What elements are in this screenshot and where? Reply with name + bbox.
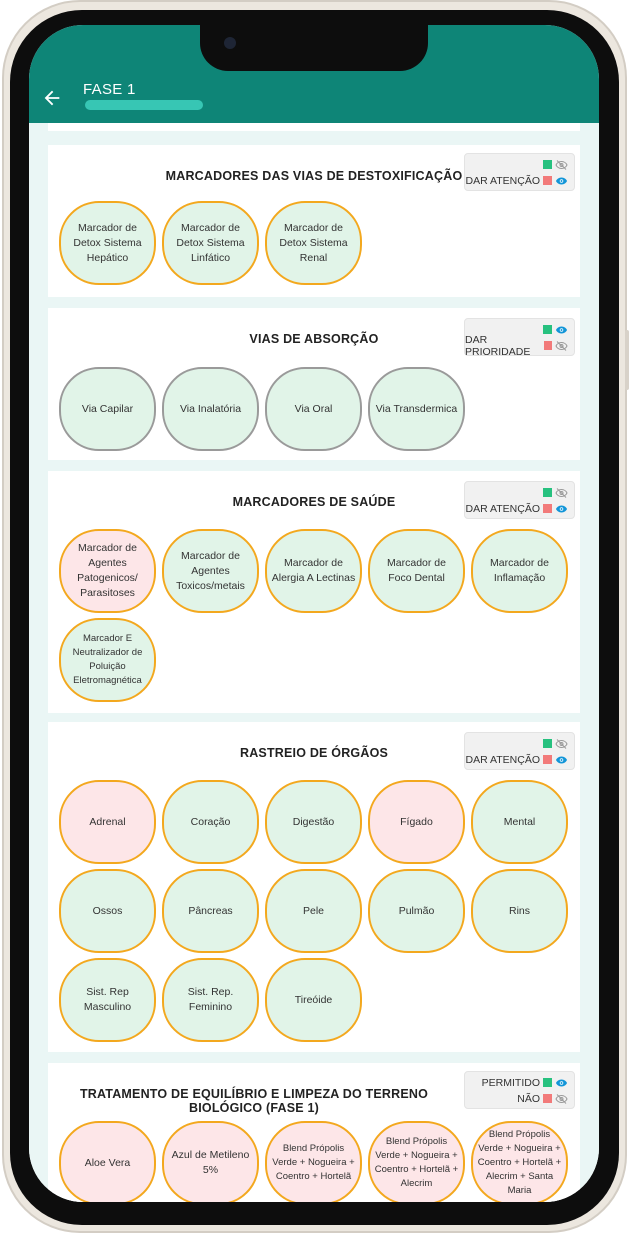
green-swatch: [543, 160, 552, 169]
green-swatch: [543, 488, 552, 497]
notch: [200, 25, 428, 71]
item-chip[interactable]: Rins: [471, 869, 568, 953]
eye-off-icon[interactable]: [555, 738, 568, 750]
item-chip[interactable]: Blend Própolis Verde + Nogueira + Coentro + Hortelã + Alecrim + Santa Maria: [471, 1121, 568, 1202]
item-chip[interactable]: Pulmão: [368, 869, 465, 953]
section-card: [48, 308, 580, 460]
legend-label: DAR ATENÇÃO: [465, 174, 540, 187]
red-swatch: [544, 341, 552, 350]
section-title: VIAS DE ABSORÇÃO: [249, 332, 379, 346]
section-title: RASTREIO DE ÓRGÃOS: [239, 746, 389, 760]
item-chip[interactable]: Adrenal: [59, 780, 156, 864]
red-swatch: [543, 504, 552, 513]
legend-box: [464, 318, 575, 356]
previous-card-edge: [48, 123, 580, 131]
back-arrow-icon[interactable]: [41, 87, 63, 109]
item-chip[interactable]: Via Transdermica: [368, 367, 465, 451]
item-chip[interactable]: Mental: [471, 780, 568, 864]
section-card: [48, 722, 580, 1052]
legend-box: [464, 732, 575, 770]
eye-icon[interactable]: [555, 1077, 568, 1089]
legend-box: [464, 153, 575, 191]
eye-icon[interactable]: [555, 175, 568, 187]
item-chip[interactable]: Blend Própolis Verde + Nogueira + Coentro + Hortelã: [265, 1121, 362, 1202]
red-swatch: [543, 1094, 552, 1103]
item-chip[interactable]: Marcador de Agentes Toxicos/metais: [162, 529, 259, 613]
section-title: MARCADORES DAS VIAS DE DESTOXIFICAÇÃO: [165, 169, 463, 183]
item-chip[interactable]: Pâncreas: [162, 869, 259, 953]
legend-row: [466, 173, 568, 188]
legend-row: [466, 752, 568, 767]
legend-row: [540, 322, 568, 337]
phone-screen: [29, 25, 599, 1202]
eye-icon[interactable]: [555, 503, 568, 515]
item-chip[interactable]: Marcador de Foco Dental: [368, 529, 465, 613]
eye-off-icon[interactable]: [555, 1093, 568, 1105]
legend-row: [540, 157, 568, 172]
legend-label: PERMITIDO: [481, 1076, 540, 1089]
legend-row: [517, 1091, 568, 1106]
page-title: FASE 1: [83, 81, 136, 98]
item-chip[interactable]: Sist. Rep Masculino: [59, 958, 156, 1042]
red-swatch: [543, 176, 552, 185]
eye-off-icon[interactable]: [555, 159, 568, 171]
item-chip[interactable]: Azul de Metileno 5%: [162, 1121, 259, 1202]
legend-row: [482, 1075, 568, 1090]
redacted-name-bar: [85, 100, 203, 110]
item-chip[interactable]: Digestão: [265, 780, 362, 864]
item-chip[interactable]: Tireóide: [265, 958, 362, 1042]
item-chip[interactable]: Marcador de Agentes Patogenicos/ Parasitoses: [59, 529, 156, 613]
item-chip[interactable]: Aloe Vera: [59, 1121, 156, 1202]
legend-row: [465, 333, 568, 358]
item-chip[interactable]: Marcador de Detox Sistema Renal: [265, 201, 362, 285]
item-chip[interactable]: Via Oral: [265, 367, 362, 451]
section-card: [48, 145, 580, 297]
item-chip[interactable]: Ossos: [59, 869, 156, 953]
item-chip[interactable]: Pele: [265, 869, 362, 953]
content-area: [29, 123, 599, 1202]
section-title: MARCADORES DE SAÚDE: [232, 495, 396, 509]
legend-box: [464, 481, 575, 519]
section-title: TRATAMENTO DE EQUILÍBRIO E LIMPEZA DO TERRENO BIOLÓGICO (FASE 1): [79, 1087, 429, 1115]
phone-side-button: [625, 330, 629, 390]
legend-label: DAR ATENÇÃO: [465, 753, 540, 766]
green-swatch: [543, 739, 552, 748]
legend-row: [466, 501, 568, 516]
item-chip[interactable]: Marcador de Detox Sistema Linfático: [162, 201, 259, 285]
eye-off-icon[interactable]: [555, 487, 568, 499]
legend-label: DAR ATENÇÃO: [465, 502, 540, 515]
eye-off-icon[interactable]: [555, 340, 568, 352]
item-chip[interactable]: Via Inalatória: [162, 367, 259, 451]
section-card: [48, 1063, 580, 1202]
legend-label: NÃO: [517, 1092, 540, 1105]
item-chip[interactable]: Marcador de Alergia A Lectinas: [265, 529, 362, 613]
section-card: [48, 471, 580, 713]
item-chip[interactable]: Blend Própolis Verde + Nogueira + Coentro + Hortelã + Alecrim: [368, 1121, 465, 1202]
item-chip[interactable]: Marcador de Detox Sistema Hepático: [59, 201, 156, 285]
legend-row: [540, 736, 568, 751]
item-chip[interactable]: Coração: [162, 780, 259, 864]
item-chip[interactable]: Via Capilar: [59, 367, 156, 451]
camera-dot: [224, 37, 236, 49]
red-swatch: [543, 755, 552, 764]
legend-box: [464, 1071, 575, 1109]
legend-label: DAR PRIORIDADE: [465, 333, 531, 358]
green-swatch: [543, 1078, 552, 1087]
green-swatch: [543, 325, 552, 334]
item-chip[interactable]: Marcador E Neutralizador de Poluição Eletromagnética: [59, 618, 156, 702]
item-chip[interactable]: Fígado: [368, 780, 465, 864]
eye-icon[interactable]: [555, 754, 568, 766]
legend-row: [540, 485, 568, 500]
item-chip[interactable]: Marcador de Inflamação: [471, 529, 568, 613]
item-chip[interactable]: Sist. Rep. Feminino: [162, 958, 259, 1042]
eye-icon[interactable]: [555, 324, 568, 336]
